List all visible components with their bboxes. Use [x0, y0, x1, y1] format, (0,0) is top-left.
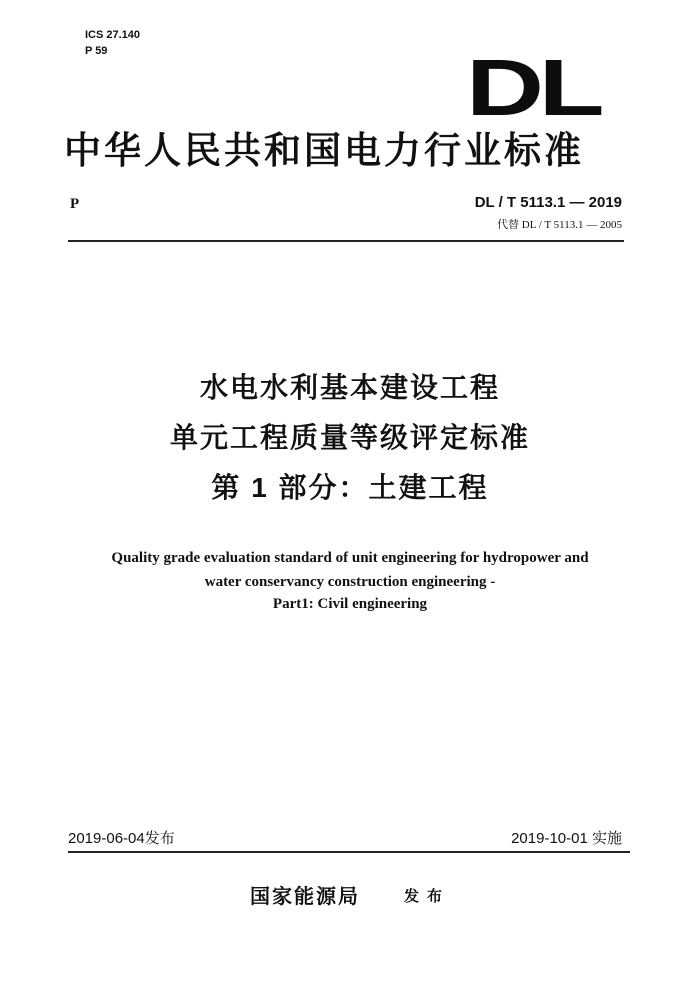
- issuing-organization: 国家能源局: [250, 886, 360, 908]
- industry-standard-title: 中华人民共和国电力行业标准: [64, 131, 584, 172]
- ics-code: ICS 27.140: [85, 29, 141, 41]
- chinese-title-line: 第 1 部分：土建工程: [211, 472, 489, 503]
- footer-divider: [68, 851, 630, 853]
- chinese-title-line: 单元工程质量等级评定标准: [169, 422, 530, 453]
- category-code: P: [70, 196, 80, 212]
- replaces-standard: 代替 DL / T 5113.1 — 2005: [497, 219, 622, 231]
- issuing-action: 发布: [404, 889, 451, 905]
- ccs-code: P 59: [85, 45, 108, 57]
- standard-number: DL / T 5113.1 — 2019: [474, 194, 622, 211]
- issue-date: 2019-06-04发布: [68, 830, 175, 847]
- chinese-title-line: 水电水利基本建设工程: [199, 372, 500, 403]
- header-divider: [68, 240, 624, 242]
- implementation-date: 2019-10-01 实施: [511, 830, 622, 847]
- english-title-line: Quality grade evaluation standard of unit engineering for hydropower and: [111, 550, 589, 566]
- english-title-line: Part1: Civil engineering: [272, 596, 428, 612]
- english-title-line: water conservancy construction engineering -: [204, 574, 496, 590]
- dl-logo: DL: [466, 43, 600, 132]
